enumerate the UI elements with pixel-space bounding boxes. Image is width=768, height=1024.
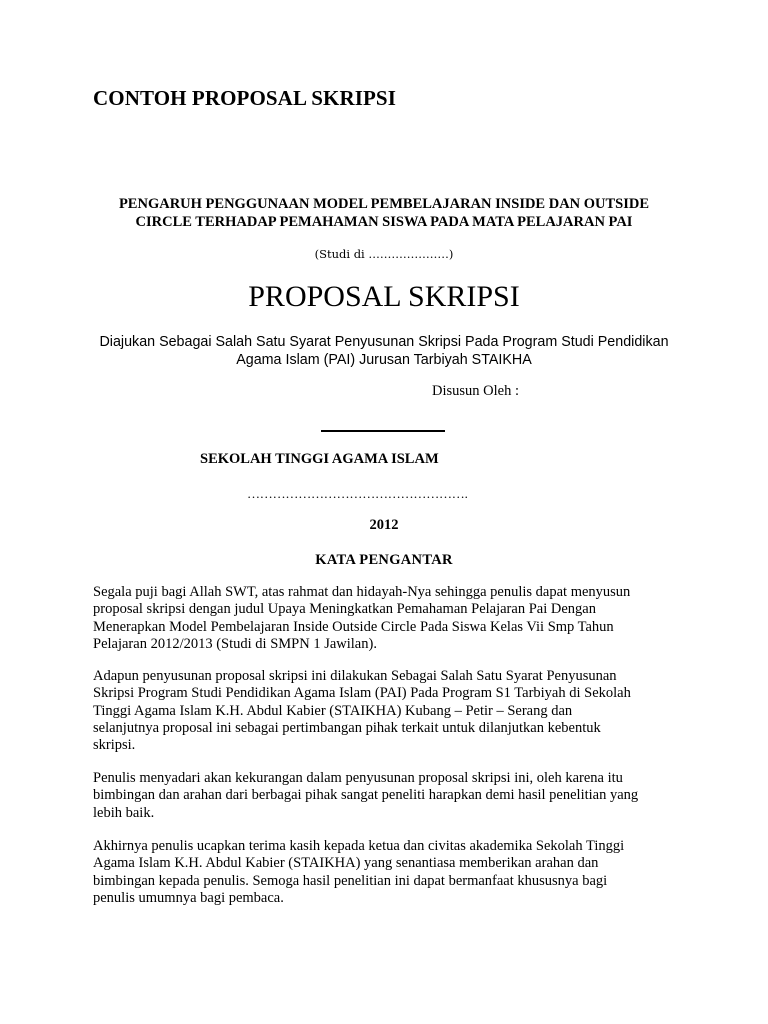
submission-line: Agama Islam (PAI) Jurusan Tarbiyah STAIKHA [236, 352, 532, 368]
paragraph-line: Penulis menyadari akan kekurangan dalam penyusunan proposal skripsi ini, oleh karena itu [93, 770, 623, 786]
paragraph-line: bimbingan kepada penulis. Semoga hasil penelitian ini dapat bermanfaat khususnya bagi [93, 872, 608, 889]
submission-statement [90, 333, 678, 369]
paragraph-line: selanjutnya proposal ini sebagai pertimbangan pihak terkait untuk dilanjutkan kebentuk [93, 719, 601, 736]
preface-paragraph [93, 668, 693, 754]
submission-line: Diajukan Sebagai Salah Satu Syarat Penyusunan Skripsi Pada Program Studi Pendidikan [99, 334, 669, 350]
paragraph-line: Segala puji bagi Allah SWT, atas rahmat dan hidayah-Nya sehingga penulis dapat menyusun [93, 584, 631, 600]
paragraph-line: Tinggi Agama Islam K.H. Abdul Kabier (STAIKHA) Kubang – Petir – Serang dan [93, 702, 573, 719]
paragraph-line: Akhirnya penulis ucapkan terima kasih kepada ketua dan civitas akademika Sekolah Tinggi [93, 838, 625, 854]
preface-title: KATA PENGANTAR [315, 552, 453, 568]
paragraph-line: Adapun penyusunan proposal skripsi ini dilakukan Sebagai Salah Satu Syarat Penyusunan [93, 668, 617, 684]
paragraph-line: bimbingan dan arahan dari berbagai pihak sangat peneliti harapkan demi hasil penelitian yang [93, 787, 639, 804]
thesis-title-line: PENGARUH PENGGUNAAN MODEL PEMBELAJARAN INSIDE DAN OUTSIDE [118, 196, 650, 212]
thesis-title-line: CIRCLE TERHADAP PEMAHAMAN SISWA PADA MATA PELAJARAN PAI [135, 214, 633, 230]
document-year: 2012 [369, 517, 399, 533]
thesis-title [80, 195, 688, 231]
paragraph-line: penulis umumnya bagi pembaca. [93, 889, 284, 906]
document-heading: CONTOH PROPOSAL SKRIPSI [93, 86, 396, 110]
author-name-line [321, 430, 445, 432]
paragraph-line: proposal skripsi dengan judul Upaya Meningkatkan Pemahaman Pelajaran Pai Dengan [93, 601, 596, 618]
preface-paragraph [93, 770, 693, 822]
paragraph-line: skripsi. [93, 737, 136, 754]
school-name-dots: ……………………………………………. [247, 486, 468, 501]
paragraph-line: Menerapkan Model Pembelajaran Inside Outside Circle Pada Siswa Kelas Vii Smp Tahun [93, 618, 614, 635]
author-label: Disusun Oleh : [432, 383, 519, 399]
preface-paragraph [93, 838, 693, 907]
study-note: (Studi di …………………) [314, 247, 454, 261]
proposal-title: PROPOSAL SKRIPSI [248, 280, 520, 313]
preface-paragraph [93, 584, 693, 653]
paragraph-line: Agama Islam K.H. Abdul Kabier (STAIKHA) yang senantiasa memberikan arahan dan [93, 855, 599, 872]
school-name: SEKOLAH TINGGI AGAMA ISLAM [200, 451, 439, 467]
paragraph-line: lebih baik. [93, 804, 155, 821]
paragraph-line: Skripsi Program Studi Pendidikan Agama Islam (PAI) Pada Program S1 Tarbiyah di Sekolah [93, 685, 631, 702]
paragraph-line: Pelajaran 2012/2013 (Studi di SMPN 1 Jawilan). [93, 635, 377, 652]
